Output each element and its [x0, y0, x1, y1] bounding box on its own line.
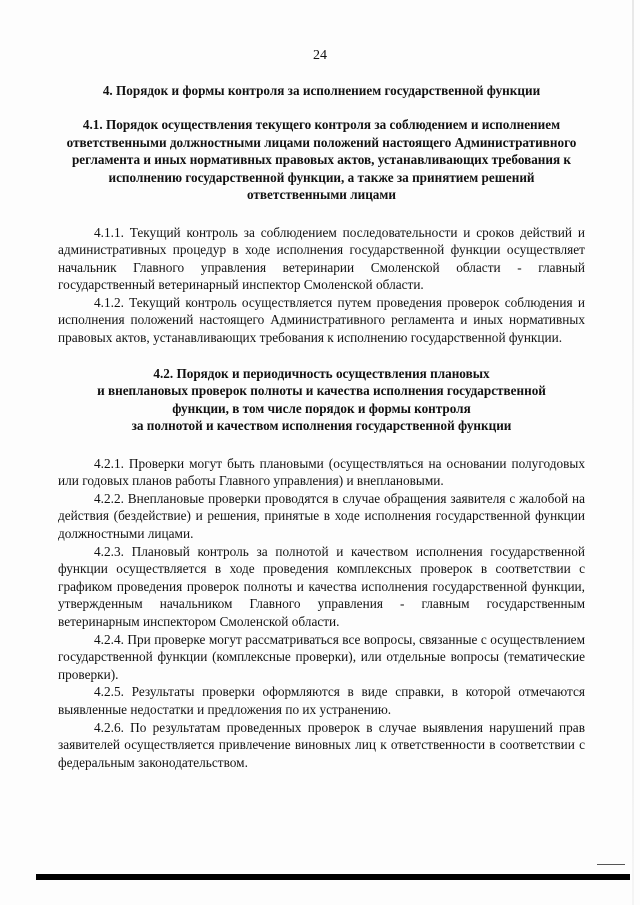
subsection-4-2-title-line: 4.2. Порядок и периодичность осуществления плановых — [153, 365, 490, 381]
subsection-4-2-title-line: за полнотой и качеством исполнения государственной функции — [131, 418, 512, 434]
paragraph-4-2-3: 4.2.3. Плановый контроль за полнотой и качеством исполнения государственной функции осуществляется в ходе проведения комплексных проверок в соответствии с графиком проведения проверок полноты и качества исполнения государственной функции, утвержденным начальником Главного управления - главным государственным ветеринарным инспектором Смоленской области. — [58, 543, 585, 629]
paragraph-4-2-1: 4.2.1. Проверки могут быть плановыми (осуществляться на основании полугодовых или годовых планов работы Главного управления) и внеплановыми. — [58, 455, 585, 489]
page-number: 24 — [313, 48, 327, 63]
bottom-scan-border — [36, 874, 630, 880]
scan-artifact-line — [597, 864, 625, 865]
paragraph-4-2-6: 4.2.6. По результатам проведенных проверок в случае выявления нарушений прав заявителей осуществляется привлечение виновных лиц к ответственности в соответствии с федеральным законодательством. — [58, 719, 585, 770]
scan-edge-shadow — [632, 0, 634, 905]
subsection-4-2-title-line: и внеплановых проверок полноты и качества исполнения государственной — [97, 383, 546, 399]
document-body — [58, 82, 585, 771]
paragraph-4-2-2: 4.2.2. Внеплановые проверки проводятся в случае обращения заявителя с жалобой на действия (бездействие) и решения, принятые в ходе исполнения государственной функции должностными лицами. — [58, 490, 585, 542]
section-title: 4. Порядок и формы контроля за исполнением государственной функции — [102, 83, 541, 98]
paragraph-4-1-2: 4.1.2. Текущий контроль осуществляется путем проведения проверок соблюдения и исполнения положений настоящего Административного регламента и иных нормативных правовых актов, устанавливающих требования к исполнению государственной функции. — [58, 294, 585, 346]
paragraph-4-2-4: 4.2.4. При проверке могут рассматриваться все вопросы, связанные с осуществлением государственной функции (комплексные проверки), или отдельные вопросы (тематические проверки). — [58, 631, 585, 682]
paragraph-4-2-5: 4.2.5. Результаты проверки оформляются в виде справки, в которой отмечаются выявленные недостатки и предложения по их устранению. — [58, 684, 585, 717]
paragraph-4-1-1: 4.1.1. Текущий контроль за соблюдением последовательности и сроков действий и административных процедур в ходе исполнения государственной функции осуществляет начальник Главного управления ветеринарии Смоленской области - главный государственный ветеринарный инспектор Смоленской области. — [58, 224, 585, 293]
subsection-4-1-title: 4.1. Порядок осуществления текущего контроля за соблюдением и исполнением ответственными должностными лицами положений настоящего Административного регламента и иных нормативных правовых актов, устанавливающих требования к исполнению государственной функции, а также за принятием решений ответственными лицами — [66, 117, 577, 202]
subsection-4-2-title-line: функции, в том числе порядок и формы контроля — [172, 400, 471, 416]
subsection-4-2-title — [58, 365, 585, 435]
